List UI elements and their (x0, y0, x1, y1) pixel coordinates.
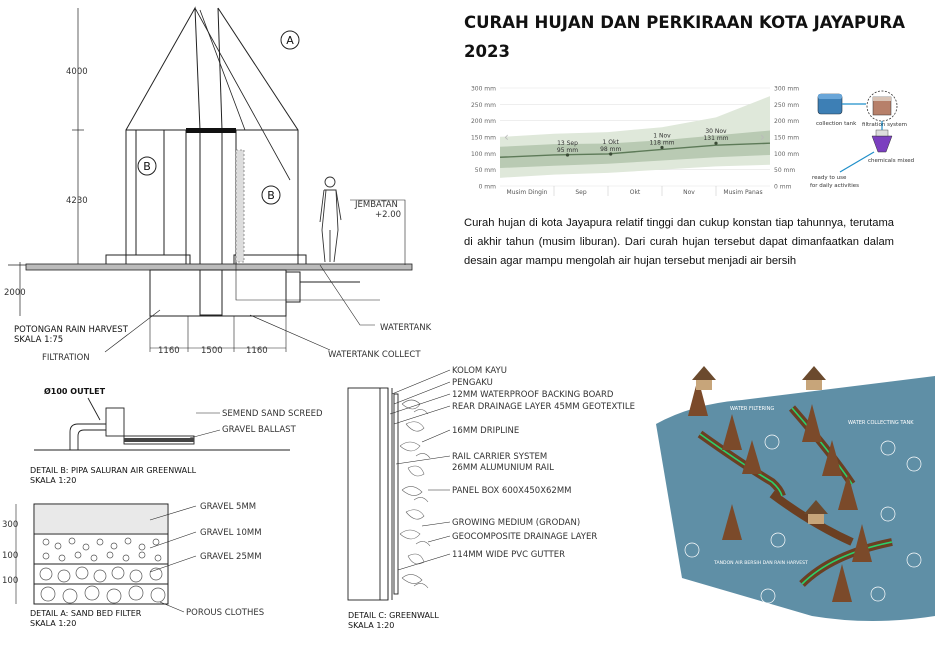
gravel-ballast-label: GRAVEL BALLAST (222, 425, 296, 435)
chemicals-label: chemicals mixed (868, 158, 915, 164)
y-tick-label: 100 mm (470, 150, 496, 158)
greenwall-label-3: 12MM WATERPROOF BACKING BOARD (452, 390, 614, 400)
ready-label: ready to use (812, 175, 847, 181)
annotation-value: 98 mm (600, 145, 622, 153)
y-tick-label: 250 mm (470, 101, 496, 109)
label-b-2: B (267, 189, 275, 202)
y-tick-label: 200 mm (470, 118, 496, 126)
greenwall-label-9: GROWING MEDIUM (GRODAN) (452, 518, 581, 528)
greenwall-foliage (400, 400, 430, 588)
detail-b-drawing (0, 380, 340, 490)
rainfall-chart (462, 80, 812, 198)
description-text: Curah hujan di kota Jayapura relatif tinggi dan cukup konstan tiap tahunnya, terutama di akhir tahun (musim liburan). Dari curah hujan tersebut dapat dimanfaatkan dalam desain agar mampu mengolah air hujan tersebut menjadi air bersih (464, 217, 894, 267)
annotation-value: 95 mm (556, 146, 579, 154)
greenwall-label-4: REAR DRAINAGE LAYER 45MM GEOTEXTILE (452, 402, 635, 412)
water-filtering-label: WATER FILTERING (730, 406, 775, 412)
annotation-date: 13 Sep (557, 139, 578, 147)
jembatan-label: JEMBATAN (355, 200, 398, 210)
jembatan-level: +2.00 (375, 210, 402, 220)
label-b-1: B (143, 160, 151, 173)
y-tick-label-right: 100 mm (774, 150, 800, 158)
filtration-system-icon (867, 91, 897, 121)
label-a: A (286, 34, 294, 47)
site-perspective (652, 364, 935, 630)
human-figure-icon (320, 177, 341, 262)
gravel-10-label: GRAVEL 10MM (200, 528, 262, 538)
greenwall-label-7: 26MM ALUMUNIUM RAIL (452, 463, 554, 473)
greenwall-label-1: KOLOM KAYU (452, 366, 507, 376)
annotation-date: 1 Okt (602, 138, 619, 146)
water-collecting-label: WATER COLLECTING TANK (848, 420, 914, 426)
detail-a-scale: SKALA 1:20 (30, 619, 77, 628)
section-drawing (0, 0, 460, 372)
tandon-label: TANDON AIR BERSIH DAN RAIN HARVEST (714, 561, 808, 566)
detail-a-drawing (0, 492, 340, 632)
dim-300: 300 (2, 520, 19, 530)
daily-label: for daily activities (810, 183, 860, 189)
greenwall-label-8: PANEL BOX 600X450X62MM (452, 486, 572, 496)
gravel-25-label: GRAVEL 25MM (200, 552, 262, 562)
y-tick-label: 50 mm (474, 167, 496, 175)
greenwall-texture (236, 150, 244, 262)
detail-c-drawing (342, 364, 662, 634)
x-tick-label: Nov (683, 189, 695, 196)
y-tick-label-right: 0 mm (774, 183, 792, 191)
detail-b-scale: SKALA 1:20 (30, 476, 77, 485)
collection-tank-icon (818, 94, 842, 114)
y-tick-label-right: 50 mm (774, 167, 796, 175)
annotation-date: 30 Nov (705, 128, 727, 136)
chemicals-icon (872, 130, 892, 152)
greenwall-label-2: PENGAKU (452, 378, 493, 388)
process-diagram (810, 86, 932, 196)
greenwall-label-11: 114MM WIDE PVC GUTTER (452, 550, 566, 560)
filtration-label: FILTRATION (42, 353, 90, 363)
greenwall-label-6: RAIL CARRIER SYSTEM (452, 452, 548, 462)
dim-4230: 4230 (66, 196, 88, 206)
dim-2000: 2000 (4, 288, 26, 298)
y-tick-label-right: 150 mm (774, 134, 800, 142)
y-tick-label-right: 200 mm (774, 118, 800, 126)
dim-100-b: 100 (2, 576, 19, 586)
x-tick-label: Sep (575, 189, 587, 196)
detail-a-caption: DETAIL A: SAND BED FILTER (30, 609, 142, 618)
section-caption: POTONGAN RAIN HARVEST (14, 325, 128, 335)
y-tick-label-right: 300 mm (774, 85, 800, 93)
porous-label: POROUS CLOTHES (186, 608, 265, 618)
section-scale: SKALA 1:75 (14, 335, 64, 345)
detail-c-scale: SKALA 1:20 (348, 621, 395, 630)
dim-1160-b: 1160 (246, 346, 268, 356)
dim-4000: 4000 (66, 67, 88, 77)
greenwall-label-5: 16MM DRIPLINE (452, 426, 520, 436)
collection-tank-label: collection tank (816, 121, 857, 127)
y-tick-label: 300 mm (470, 85, 496, 93)
x-tick-label: Musim Dingin (506, 189, 548, 196)
gravel-texture (40, 538, 165, 603)
detail-c-caption: DETAIL C: GREENWALL (348, 611, 439, 620)
annotation-value: 131 mm (703, 135, 729, 143)
gravel-5-label: GRAVEL 5MM (200, 502, 257, 512)
y-tick-label-right: 250 mm (774, 101, 800, 109)
dim-100-a: 100 (2, 551, 19, 561)
greenwall-label-10: GEOCOMPOSITE DRAINAGE LAYER (452, 532, 598, 542)
filtration-system-label: filtration system (862, 122, 907, 128)
x-tick-label: Okt (629, 189, 641, 196)
y-tick-label: 0 mm (478, 183, 496, 191)
x-tick-label: Musim Panas (723, 189, 763, 196)
dim-1500: 1500 (201, 346, 223, 356)
chevron-right-icon: › (760, 130, 765, 144)
semend-label: SEMEND SAND SCREED (222, 409, 323, 419)
outlet-label: Ø100 OUTLET (44, 387, 106, 396)
watertank-label: WATERTANK (380, 323, 432, 333)
annotation-date: 1 Nov (653, 132, 671, 140)
detail-b-caption: DETAIL B: PIPA SALURAN AIR GREENWALL (30, 466, 197, 475)
chevron-left-icon: ‹ (504, 130, 509, 144)
annotation-value: 118 mm (649, 139, 675, 147)
dim-1160-a: 1160 (158, 346, 180, 356)
watertank-collect-label: WATERTANK COLLECT (328, 350, 421, 360)
y-tick-label: 150 mm (470, 134, 496, 142)
page-title: CURAH HUJAN DAN PERKIRAAN KOTA JAYAPURA 2023 (464, 13, 906, 61)
